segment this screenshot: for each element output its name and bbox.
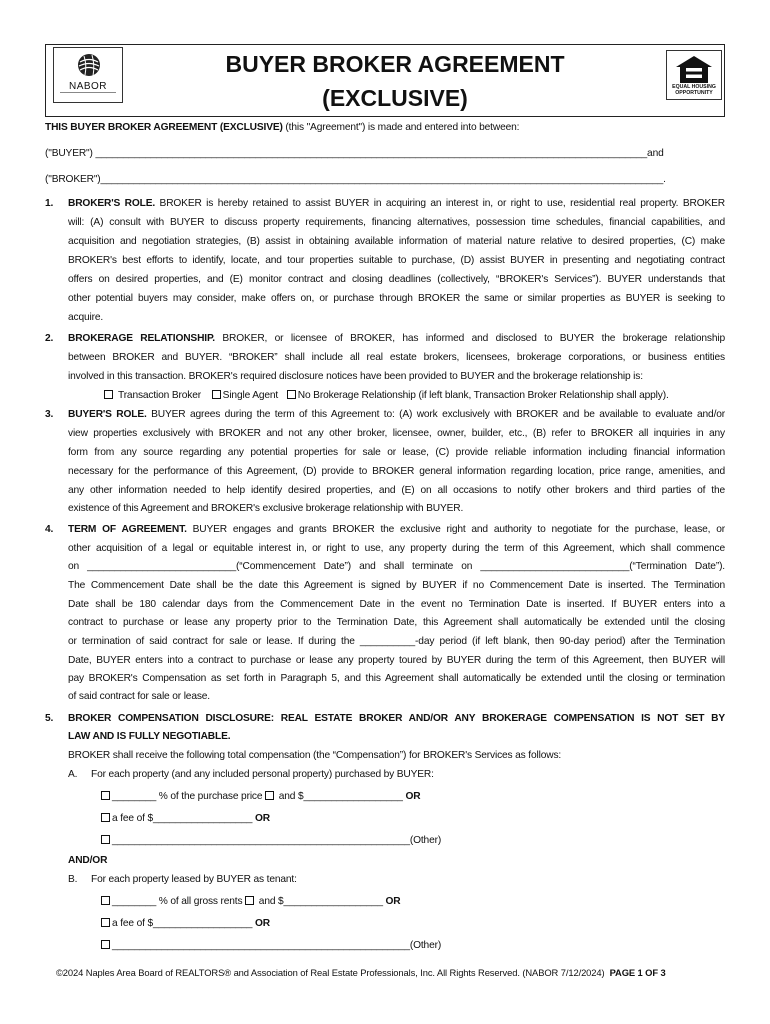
section-2-number: 2.	[45, 333, 54, 344]
broker-name-field[interactable]: ______________________________________________________________________________________________________	[100, 174, 664, 185]
lease-plus-field[interactable]: and $__________________	[256, 896, 386, 907]
section-5-number: 5.	[45, 713, 54, 724]
section-4-line-3[interactable]: on ___________________________(“Commencement Date”) and shall terminate on ___________________________(“Termination Date”).	[68, 561, 725, 572]
section-4-line-7[interactable]: or termination of said contract for sale or lease. If during the __________-day period (if left blank, then 90-day period) after the Termination	[68, 636, 725, 647]
section-4-line-9: pay BROKER's Compensation as set forth in Paragraph 5, and this Agreement shall automatically be extended until the closing or termination	[68, 673, 725, 684]
section-1-line-1: BROKER'S ROLE. BROKER is hereby retained to assist BUYER in acquiring an interest in, or right to use, residential real property. BROKER	[68, 198, 725, 209]
equal-housing-logo	[666, 50, 722, 100]
section-4-heading: TERM OF AGREEMENT.	[68, 524, 187, 535]
section-2-line-1: BROKERAGE RELATIONSHIP. BROKER, or licensee of BROKER, has informed and disclosed to BUYER the brokerage relationship	[68, 333, 725, 344]
transaction-broker-label: Transaction Broker	[118, 390, 201, 401]
buyer-and: and	[647, 148, 664, 159]
footer-copyright: ©2024 Naples Area Board of REALTORS® and Association of Real Estate Professionals, Inc. All Rights Reserved. (NABOR 7/12/2024)	[56, 967, 605, 978]
section-2-heading: BROKERAGE RELATIONSHIP.	[68, 333, 215, 344]
page-subtitle: (EXCLUSIVE)	[322, 85, 468, 111]
lease-fee-option	[101, 915, 270, 934]
section-1-line-5: offers on desired properties, and (E) monitor contract and closing deadlines (collectively, “BROKER's Services”). BUYER understands that	[68, 274, 725, 285]
lease-other-field[interactable]: ______________________________________________________	[112, 940, 410, 951]
house-icon	[674, 54, 714, 84]
lease-other-checkbox[interactable]	[101, 940, 110, 949]
purchase-other-option	[101, 832, 441, 851]
logo-underline	[60, 92, 116, 93]
relationship-options	[104, 387, 669, 406]
purchase-percent-checkbox[interactable]	[101, 791, 110, 800]
section-1-line-2: will: (A) consult with BUYER to discuss property requirements, financing alternatives, possession time schedules, financial capabilities, and	[68, 217, 725, 228]
subsection-a-label: A.	[68, 769, 78, 780]
buyer-line	[45, 145, 725, 164]
or-label: OR	[385, 896, 401, 907]
section-5-heading-1: BROKER COMPENSATION DISCLOSURE: REAL ESTATE BROKER AND/OR ANY BROKERAGE COMPENSATION IS NOT SET BY	[68, 713, 725, 724]
lease-other-option	[101, 937, 441, 956]
or-label: OR	[254, 813, 270, 824]
section-2-line-3: involved in this transaction. BROKER's required disclosure notices have been provided to BUYER and the brokerage relationship is:	[68, 371, 643, 382]
single-agent-label: Single Agent	[222, 390, 279, 401]
and-or-label: AND/OR	[68, 855, 108, 866]
section-4-line-6: contract to purchase or lease any property prior to the Termination Date, this Agreement shall automatically be extended until the closing	[68, 617, 725, 628]
purchase-fee-checkbox[interactable]	[101, 813, 110, 822]
lease-percent-option	[101, 893, 401, 912]
section-5-line-1: BROKER shall receive the following total compensation (the “Compensation”) for BROKER's Services as follows:	[68, 750, 562, 761]
broker-label: ("BROKER")	[45, 174, 101, 185]
section-3-line-5: any other information needed to help identify desired properties, and (E) on all occasions to notify other brokers and third parties of the	[68, 485, 725, 496]
lease-fee-field[interactable]: a fee of $__________________	[112, 918, 255, 929]
section-3-line-4: necessary for the performance of this Agreement, (D) provide to BROKER general information regarding location, price range, amenities, and	[68, 466, 725, 477]
section-4-line-2: other acquisition of a legal or equitable interest in, or right to use, any property during the term of this Agreement, which shall commence	[68, 543, 725, 554]
section-3-line-2: view properties exclusively with BROKER and not any other broker, licensee, owner, builder, etc., (B) refer to BROKER all inquiries in any	[68, 428, 725, 439]
section-2-line-2: between BROKER and BUYER. “BROKER” shall include all real estate brokers, licensees, brokerage corporations, or business entities	[68, 352, 725, 363]
single-agent-checkbox[interactable]	[212, 390, 221, 399]
section-4-line-4: The Commencement Date shall be the date this Agreement is signed by BUYER if no Commencement Date is inserted. The Termination	[68, 580, 725, 591]
section-3-line-3: form from any source regarding any potential properties for sale or lease, (C) provide reliable information including financial information	[68, 447, 725, 458]
buyer-name-field[interactable]: ____________________________________________________________________________________________________	[95, 148, 648, 159]
purchase-plus-checkbox[interactable]	[265, 791, 274, 800]
eho-text-2: OPPORTUNITY	[675, 90, 713, 96]
purchase-plus-field[interactable]: and $__________________	[276, 791, 406, 802]
other-label: (Other)	[409, 940, 442, 951]
or-label: OR	[254, 918, 270, 929]
intro-lead: THIS BUYER BROKER AGREEMENT (EXCLUSIVE)	[45, 122, 283, 133]
purchase-other-field[interactable]: ______________________________________________________	[112, 835, 410, 846]
purchase-other-checkbox[interactable]	[101, 835, 110, 844]
section-1-line-6: other potential buyers may consider, make offers on, or purchase through BROKER the same or similar properties as BUYER is seeking to	[68, 293, 725, 304]
intro-rest: (this "Agreement") is made and entered into between:	[282, 122, 520, 133]
page-number: PAGE 1 OF 3	[609, 967, 666, 978]
lease-percent-checkbox[interactable]	[101, 896, 110, 905]
broker-line	[45, 171, 725, 190]
globe-icon	[77, 52, 101, 78]
section-1-line-3: acquisition and negotiation strategies, (B) assist in obtaining available information of material nature relative to desired properties, (C) make	[68, 236, 725, 247]
section-4-number: 4.	[45, 524, 54, 535]
section-1-line-4: BROKER's best efforts to identify, locate, and tour properties suitable to purchase, (D) assist BUYER in presenting and negotiating contract	[68, 255, 725, 266]
section-1-heading: BROKER'S ROLE.	[68, 198, 156, 209]
subsection-b-label: B.	[68, 874, 78, 885]
or-label: OR	[405, 791, 421, 802]
eho-text-1: EQUAL HOUSING	[672, 84, 716, 90]
section-5-heading-2: LAW AND IS FULLY NEGOTIABLE.	[68, 731, 231, 742]
section-1-line-7: acquire.	[68, 312, 104, 323]
page-title: BUYER BROKER AGREEMENT	[225, 51, 565, 77]
lease-fee-checkbox[interactable]	[101, 918, 110, 927]
section-4-line-1: TERM OF AGREEMENT. BUYER engages and grants BROKER the exclusive right and authority to negotiate for the purchase, lease, or	[68, 524, 725, 535]
purchase-fee-field[interactable]: a fee of $__________________	[112, 813, 255, 824]
logo-text: NABOR	[68, 81, 108, 92]
no-brokerage-checkbox[interactable]	[287, 390, 296, 399]
section-3-heading: BUYER'S ROLE.	[68, 409, 147, 420]
other-label: (Other)	[409, 835, 442, 846]
transaction-broker-checkbox[interactable]	[104, 390, 113, 399]
lease-percent-field[interactable]: ________ % of all gross rents	[112, 896, 246, 907]
lease-plus-checkbox[interactable]	[245, 896, 254, 905]
section-3-line-1: BUYER'S ROLE. BUYER agrees during the term of this Agreement to: (A) work exclusively with BROKER and be available to evaluate and/or	[68, 409, 726, 420]
footer	[56, 964, 666, 983]
intro-line	[45, 119, 519, 138]
broker-end: .	[663, 174, 666, 185]
nabor-logo	[53, 47, 123, 103]
section-1-number: 1.	[45, 198, 54, 209]
purchase-percent-option	[101, 788, 420, 807]
buyer-label: ("BUYER")	[45, 148, 96, 159]
section-3-number: 3.	[45, 409, 54, 420]
section-4-line-8: Date, BUYER enters into a contract to purchase or lease any property toured by BUYER during the term of this Agreement, then BUYER will	[68, 655, 725, 666]
section-3-line-6: existence of this Agreement and BROKER's exclusive brokerage relationship with BUYER.	[68, 503, 464, 514]
purchase-fee-option	[101, 810, 270, 829]
subsection-b-text: For each property leased by BUYER as tenant:	[91, 874, 297, 885]
no-brokerage-label: No Brokerage Relationship (if left blank, Transaction Broker Relationship shall apply).	[297, 390, 669, 401]
section-4-line-10: of said contract for sale or lease.	[68, 691, 210, 702]
subsection-a-text: For each property (and any included personal property) purchased by BUYER:	[91, 769, 434, 780]
section-4-line-5: Date shall be 180 calendar days from the Commencement Date in the event no Termination Date is inserted. If BUYER enters into a	[68, 599, 725, 610]
purchase-percent-field[interactable]: ________ % of the purchase price	[112, 791, 266, 802]
